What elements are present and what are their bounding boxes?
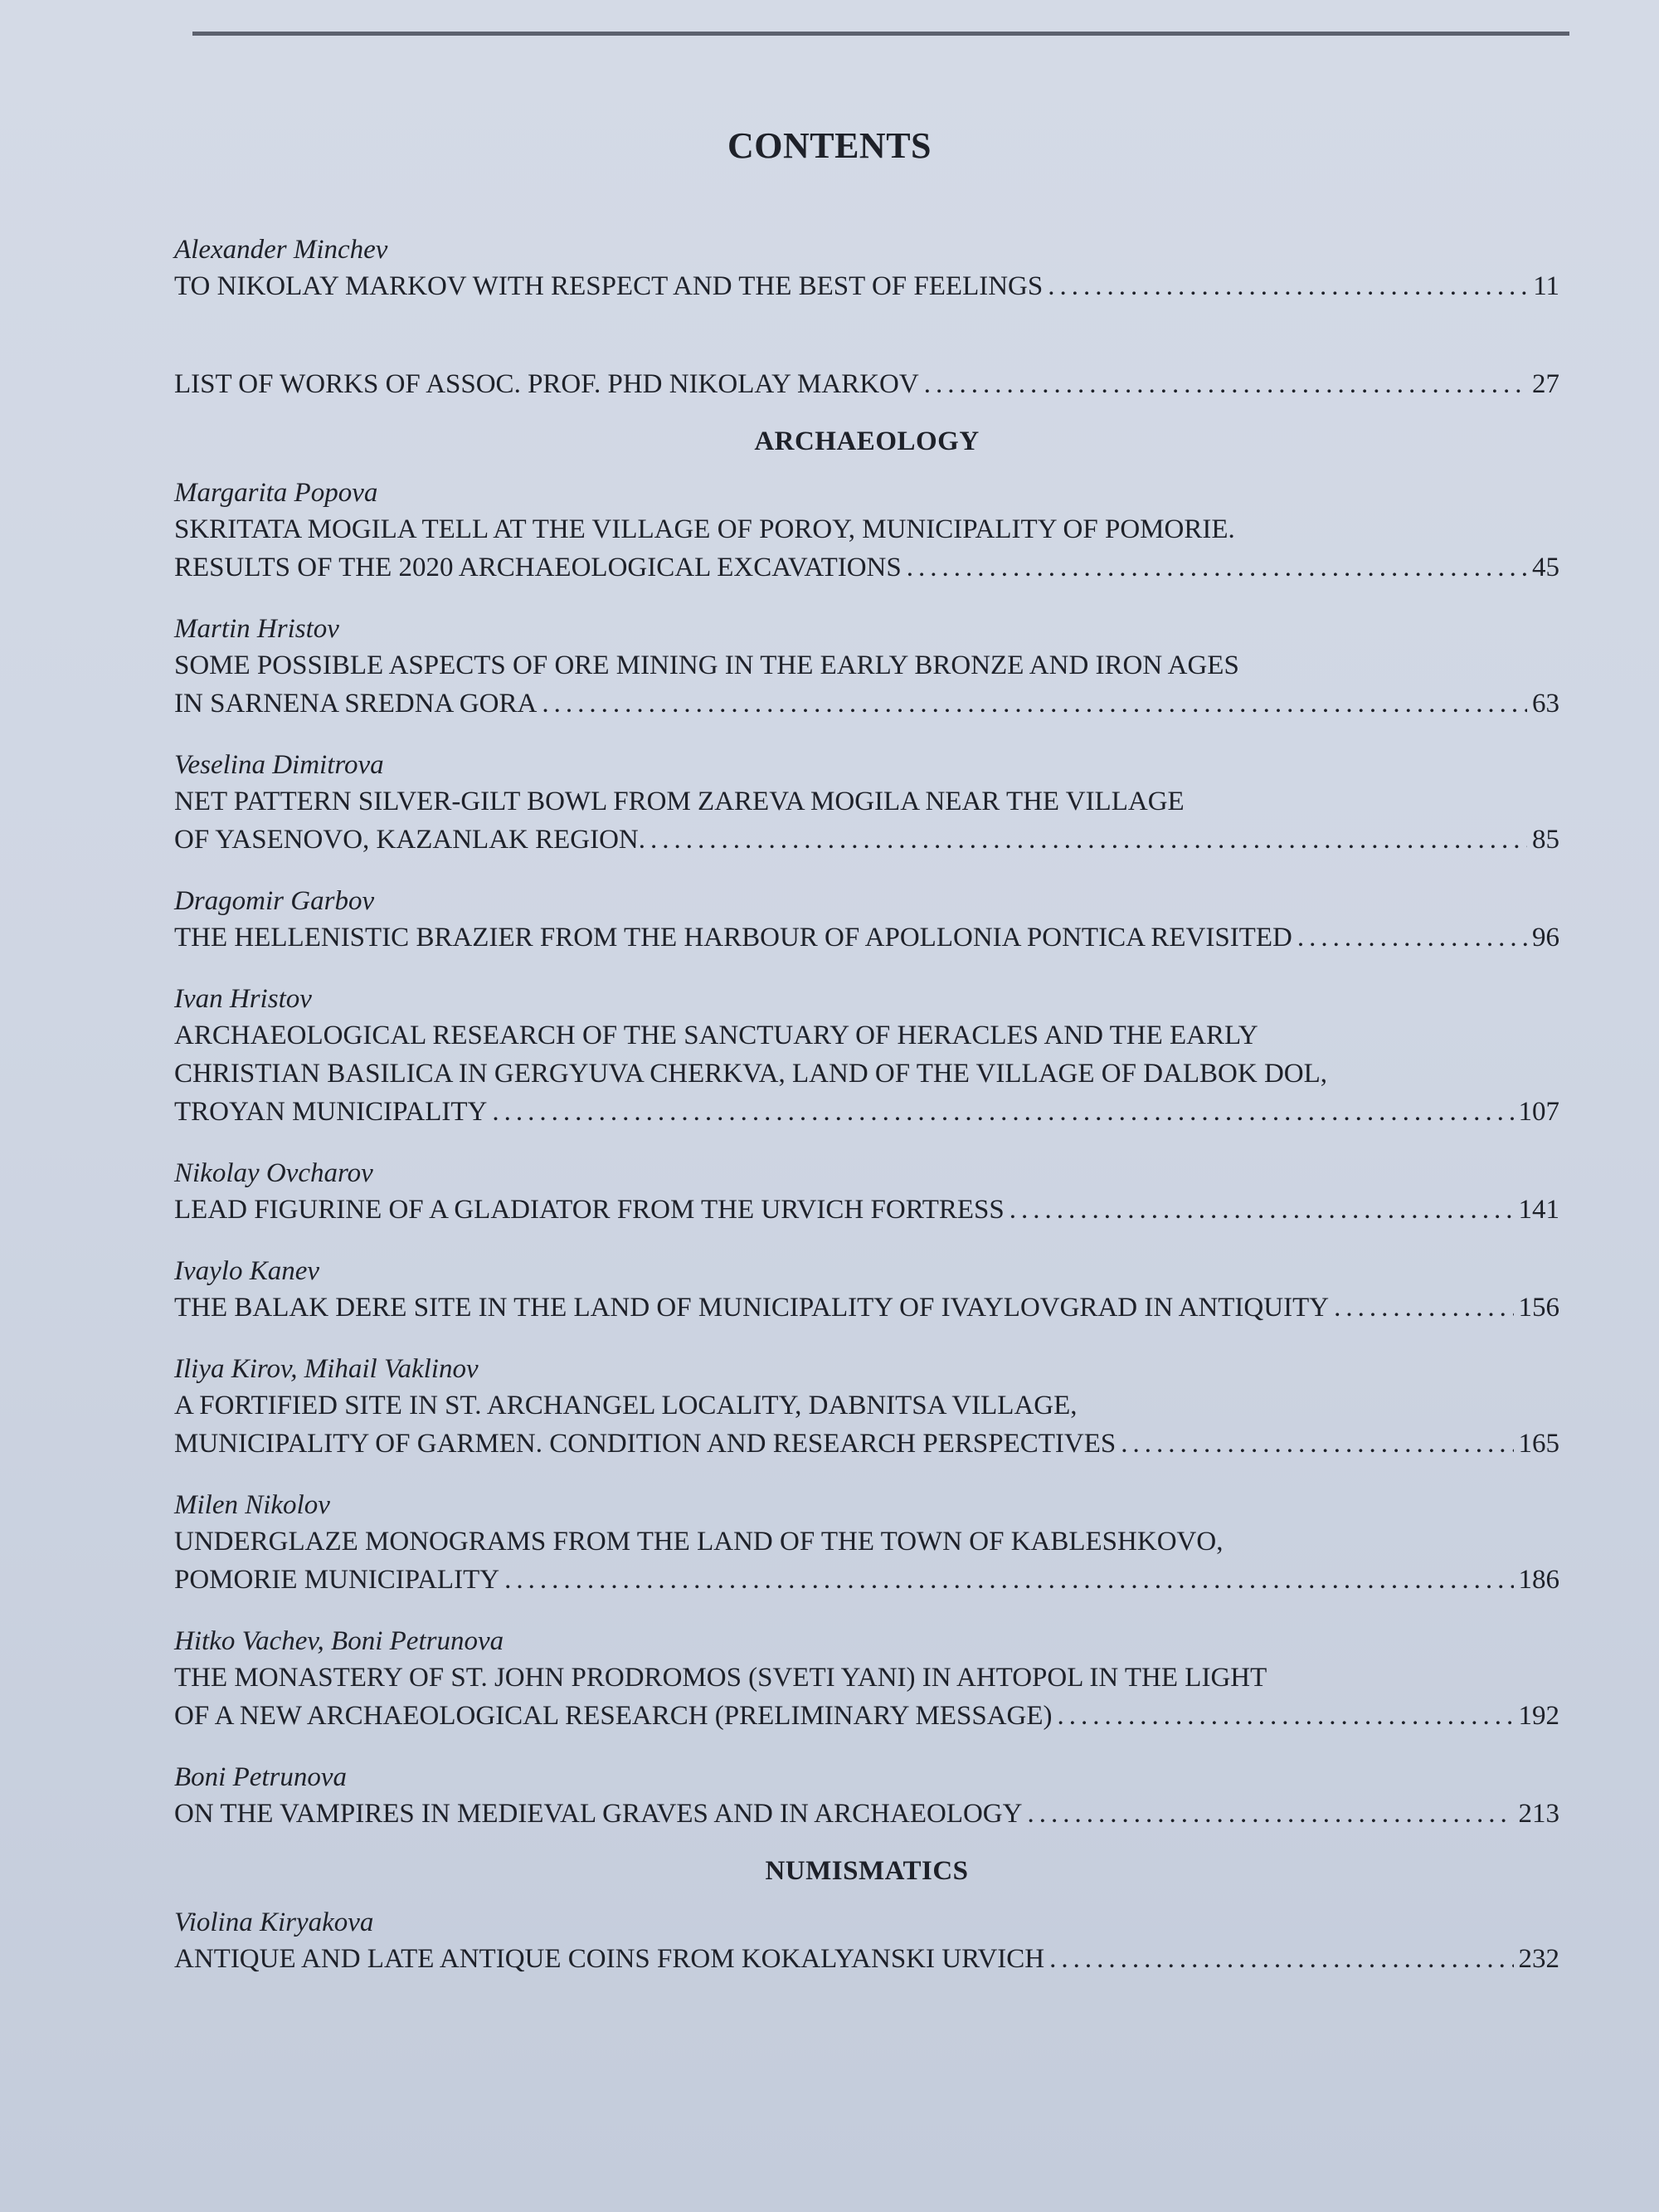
page-number: 156 [1518, 1293, 1559, 1323]
entry-title-text: IN SARNENA SREDNA GORA [174, 689, 538, 719]
dot-leader [492, 1093, 1513, 1131]
entry-title-line [174, 646, 1559, 685]
page-number: 96 [1532, 923, 1559, 953]
page-number: 85 [1532, 825, 1559, 855]
entry-title-text: RESULTS OF THE 2020 ARCHAEOLOGICAL EXCAVATIONS [174, 553, 902, 582]
toc-entry [174, 1488, 1559, 1599]
entry-title-line [174, 782, 1559, 821]
toc-entry [174, 475, 1559, 587]
toc-entry [174, 1624, 1559, 1735]
page-number: 213 [1518, 1799, 1559, 1829]
entry-title-text: ARCHAEOLOGICAL RESEARCH OF THE SANCTUARY OF HERACLES AND THE EARLY [174, 1021, 1258, 1050]
page-number: 165 [1518, 1429, 1559, 1459]
page-number: 107 [1518, 1097, 1559, 1127]
entry-title-text: NET PATTERN SILVER-GILT BOWL FROM ZAREVA MOGILA NEAR THE VILLAGE [174, 787, 1185, 816]
entry-title-text: POMORIE MUNICIPALITY [174, 1565, 500, 1595]
entry-title-line [174, 1289, 1559, 1327]
entry-title-line [174, 1016, 1559, 1055]
entry-author: Ivaylo Kanev [174, 1256, 320, 1286]
entry-title-line [174, 1795, 1559, 1833]
page-number: 192 [1518, 1701, 1559, 1731]
entry-author: Veselina Dimitrova [174, 750, 384, 780]
entry-title-line [174, 548, 1559, 587]
dot-leader [1334, 1289, 1513, 1327]
entry-title-line [174, 1561, 1559, 1599]
dot-leader [650, 821, 1527, 859]
entry-author: Milen Nikolov [174, 1490, 330, 1520]
entry-title-text: OF YASENOVO, KAZANLAK REGION. [174, 825, 646, 855]
entry-title-text: SKRITATA MOGILA TELL AT THE VILLAGE OF POROY, MUNICIPALITY OF POMORIE. [174, 514, 1235, 544]
dot-leader [1121, 1425, 1513, 1463]
entry-title-line [174, 1659, 1559, 1697]
entry-author: Iliya Kirov, Mihail Vaklinov [174, 1354, 479, 1384]
dot-leader [907, 548, 1527, 587]
entry-title-text: LEAD FIGURINE OF A GLADIATOR FROM THE URVICH FORTRESS [174, 1195, 1005, 1225]
toc-entry [174, 232, 1559, 305]
entry-title-line [174, 1191, 1559, 1229]
entry-author: Hitko Vachev, Boni Petrunova [174, 1626, 504, 1656]
page-number: 141 [1518, 1195, 1559, 1225]
entry-title-text: THE HELLENISTIC BRAZIER FROM THE HARBOUR OF APOLLONIA PONTICA REVISITED [174, 923, 1292, 953]
toc-entry [174, 1254, 1559, 1327]
entry-author: Margarita Popova [174, 478, 378, 508]
page-number: 45 [1532, 553, 1559, 582]
entry-title-text: THE BALAK DERE SITE IN THE LAND OF MUNICIPALITY OF IVAYLOVGRAD IN ANTIQUITY [174, 1293, 1330, 1323]
section-heading: ARCHAEOLOGY [754, 426, 980, 456]
entry-author: Violina Kiryakova [174, 1907, 374, 1937]
entry-title-line [174, 1055, 1559, 1093]
entry-title-line [174, 1697, 1559, 1735]
dot-leader [1048, 267, 1528, 305]
toc-entry [174, 1760, 1559, 1833]
entry-title-text: OF A NEW ARCHAEOLOGICAL RESEARCH (PRELIMINARY MESSAGE) [174, 1701, 1053, 1731]
entry-title-text: SOME POSSIBLE ASPECTS OF ORE MINING IN THE EARLY BRONZE AND IRON AGES [174, 650, 1239, 680]
entry-title-line [174, 1425, 1559, 1463]
entry-title-text: ON THE VAMPIRES IN MEDIEVAL GRAVES AND IN ARCHAEOLOGY [174, 1799, 1023, 1829]
dot-leader [1297, 918, 1527, 957]
entry-title-line [174, 1523, 1559, 1561]
entry-title-line [174, 1940, 1559, 1978]
entry-title-text: CHRISTIAN BASILICA IN GERGYUVA CHERKVA, LAND OF THE VILLAGE OF DALBOK DOL, [174, 1059, 1328, 1089]
dot-leader [542, 685, 1527, 723]
entry-author: Martin Hristov [174, 614, 339, 644]
dot-leader [504, 1561, 1513, 1599]
table-of-contents [174, 232, 1559, 1978]
page-number: 232 [1518, 1944, 1559, 1974]
dot-leader [1049, 1940, 1513, 1978]
entry-title-text: TROYAN MUNICIPALITY [174, 1097, 488, 1127]
page-number: 63 [1532, 689, 1559, 719]
top-rule [192, 32, 1569, 36]
toc-entry [174, 1352, 1559, 1463]
dot-leader [924, 365, 1527, 403]
dot-leader [1027, 1795, 1513, 1833]
entry-title-line [174, 510, 1559, 548]
page-number: 11 [1533, 271, 1559, 301]
entry-title-text: LIST OF WORKS OF ASSOC. PROF. PHD NIKOLAY MARKOV [174, 369, 919, 399]
dot-leader [1058, 1697, 1514, 1735]
entry-title-line [174, 1386, 1559, 1425]
entry-title-text: TO NIKOLAY MARKOV WITH RESPECT AND THE BEST OF FEELINGS [174, 271, 1044, 301]
entry-author: Ivan Hristov [174, 984, 312, 1014]
page-number: 27 [1532, 369, 1559, 399]
toc-entry [174, 1905, 1559, 1978]
entry-author: Alexander Minchev [174, 235, 388, 265]
toc-entry [174, 982, 1559, 1131]
entry-author: Dragomir Garbov [174, 886, 375, 916]
toc-entry [174, 884, 1559, 957]
dot-leader [1010, 1191, 1514, 1229]
section-heading: NUMISMATICS [765, 1856, 969, 1886]
page-title: CONTENTS [727, 125, 932, 166]
entry-title-text: ANTIQUE AND LATE ANTIQUE COINS FROM KOKALYANSKI URVICH [174, 1944, 1045, 1974]
entry-title-text: A FORTIFIED SITE IN ST. ARCHANGEL LOCALITY, DABNITSA VILLAGE, [174, 1391, 1078, 1420]
entry-title-line [174, 1093, 1559, 1131]
page-number: 186 [1518, 1565, 1559, 1595]
entry-title-text: THE MONASTERY OF ST. JOHN PRODROMOS (SVETI YANI) IN AHTOPOL IN THE LIGHT [174, 1663, 1267, 1693]
toc-entry [174, 1156, 1559, 1229]
entry-title-text: MUNICIPALITY OF GARMEN. CONDITION AND RESEARCH PERSPECTIVES [174, 1429, 1117, 1459]
toc-entry [174, 365, 1559, 403]
entry-author: Nikolay Ovcharov [174, 1158, 373, 1188]
entry-title-line [174, 918, 1559, 957]
entry-title-line [174, 365, 1559, 403]
entry-title-line [174, 821, 1559, 859]
toc-entry [174, 611, 1559, 723]
entry-title-text: UNDERGLAZE MONOGRAMS FROM THE LAND OF THE TOWN OF KABLESHKOVO, [174, 1527, 1224, 1557]
entry-title-line [174, 267, 1559, 305]
entry-author: Boni Petrunova [174, 1762, 348, 1792]
entry-title-line [174, 685, 1559, 723]
toc-entry [174, 748, 1559, 859]
